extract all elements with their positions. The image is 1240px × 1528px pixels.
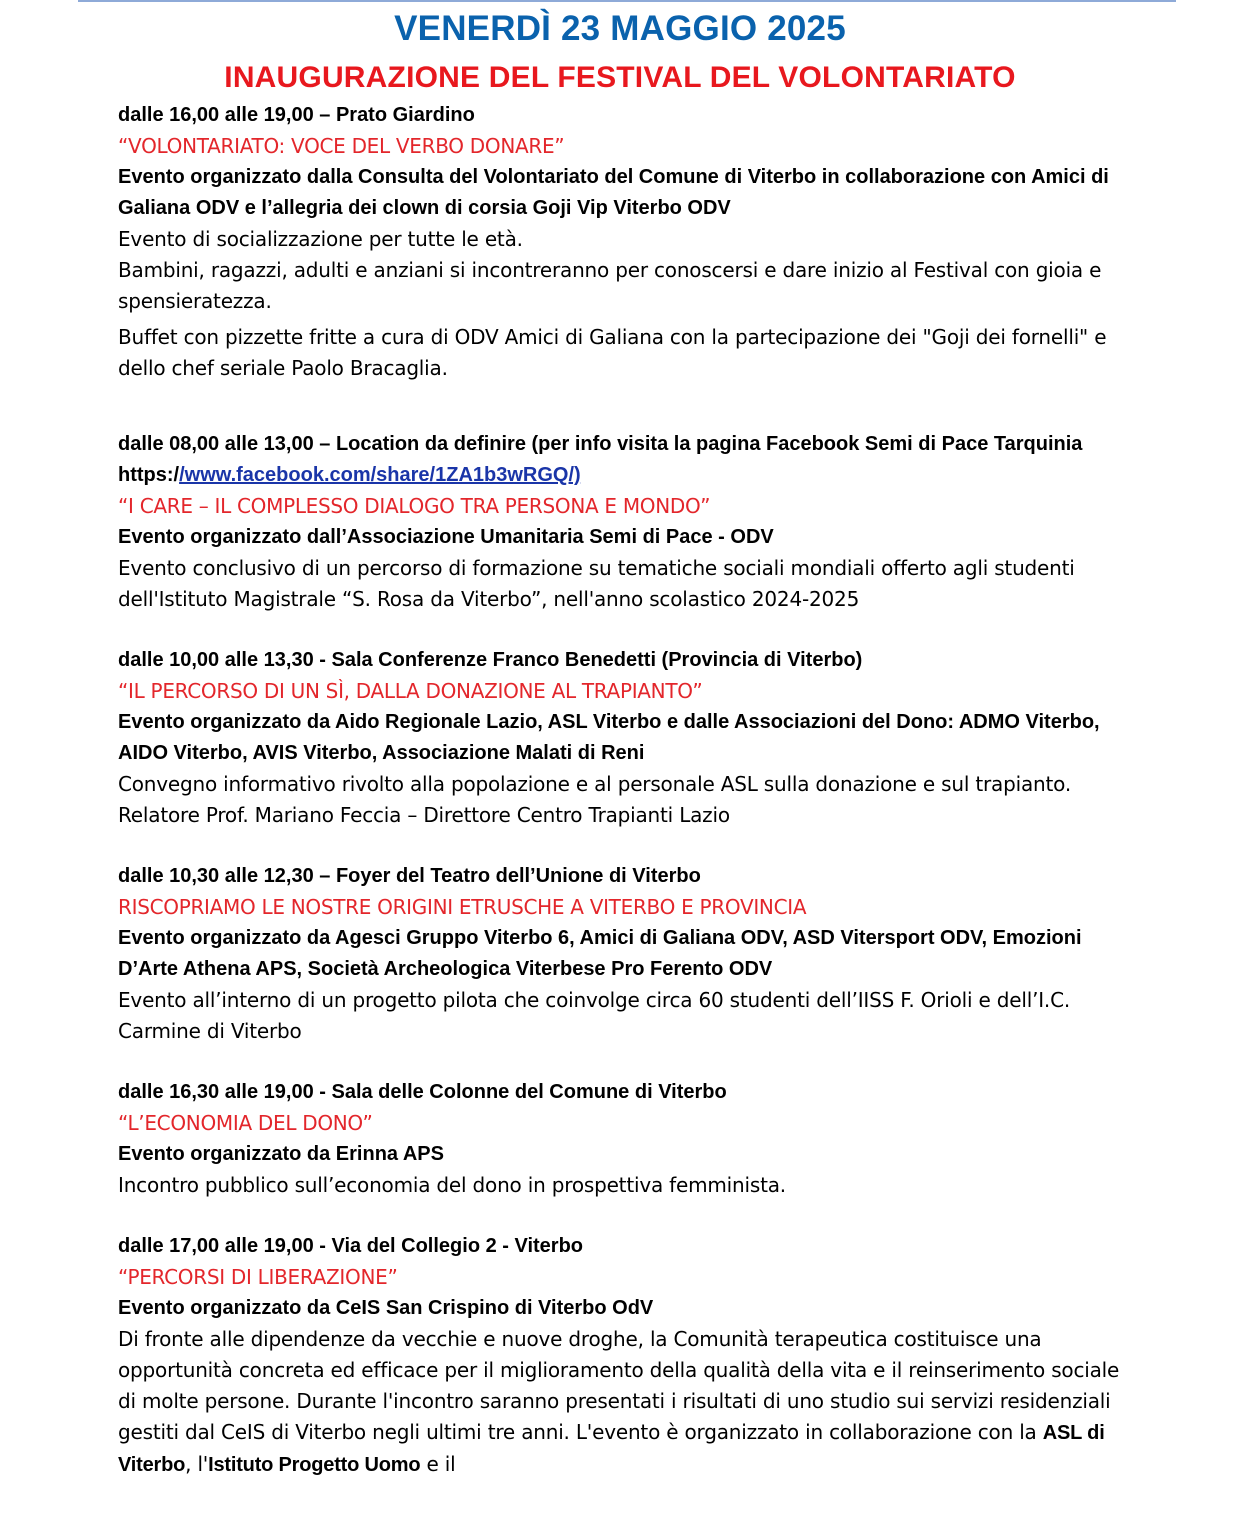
event-title: “IL PERCORSO DI UN SÌ, DALLA DONAZIONE AL TRAPIANTO” bbox=[118, 679, 703, 703]
event-title: “L’ECONOMIA DEL DONO” bbox=[118, 1111, 373, 1135]
event-2 bbox=[118, 429, 1128, 615]
event-title: RISCOPRIAMO LE NOSTRE ORIGINI ETRUSCHE A VITERBO E PROVINCIA bbox=[118, 895, 807, 919]
page-headline: INAUGURAZIONE DEL FESTIVAL DEL VOLONTARIATO bbox=[224, 61, 1016, 94]
event-organizer: Evento organizzato da Erinna APS bbox=[118, 1143, 444, 1165]
event-description: Incontro pubblico sull’economia del dono in prospettiva femminista. bbox=[118, 1173, 786, 1197]
event-time: dalle 16,30 alle 19,00 - Sala delle Colonne del Comune di Viterbo bbox=[118, 1081, 727, 1103]
event-organizer: Evento organizzato da Aido Regionale Lazio, ASL Viterbo e dalle Associazioni del Dono: ADMO Viterbo, AIDO Viterbo, AVIS Viterbo, Associazione Malati di Reni bbox=[118, 711, 1100, 764]
event-description: Bambini, ragazzi, adulti e anziani si incontreranno per conoscersi e dare inizio al Festival con gioia e spensieratezza. bbox=[118, 258, 1102, 313]
event-organizer: Evento organizzato da CeIS San Crispino di Viterbo OdV bbox=[118, 1297, 654, 1319]
event-list bbox=[118, 100, 1128, 1511]
page-date: VENERDÌ 23 MAGGIO 2025 bbox=[394, 9, 846, 48]
event-4 bbox=[118, 861, 1128, 1047]
event-time: dalle 16,00 alle 19,00 – Prato Giardino bbox=[118, 104, 475, 126]
event-description: Evento conclusivo di un percorso di formazione su tematiche sociali mondiali offerto agli studenti dell'Istituto Magistrale “S. Rosa da Viterbo”, nell'anno scolastico 2024-2025 bbox=[118, 556, 1075, 611]
event-time-text: dalle 08,00 alle 13,00 – Location da definire (per info visita la pagina Facebook Semi di Pace Tarquinia https:/ bbox=[118, 433, 1083, 486]
event-title: “PERCORSI DI LIBERAZIONE” bbox=[118, 1265, 398, 1289]
top-rule bbox=[78, 0, 1176, 2]
event-description: Buffet con pizzette fritte a cura di ODV Amici di Galiana con la partecipazione dei "Goji dei fornelli" e dello chef seriale Paolo Bracaglia. bbox=[118, 325, 1107, 380]
event-5 bbox=[118, 1077, 1128, 1201]
event-description: Convegno informativo rivolto alla popolazione e al personale ASL sulla donazione e sul trapianto. Relatore Prof. Mariano Feccia – Direttore Centro Trapianti Lazio bbox=[118, 772, 1071, 827]
event-organizer: Evento organizzato da Agesci Gruppo Viterbo 6, Amici di Galiana ODV, ASD Vitersport ODV, Emozioni D’Arte Athena APS, Società Archeologica Viterbese Pro Ferento ODV bbox=[118, 927, 1082, 980]
event-time: dalle 17,00 alle 19,00 - Via del Collegio 2 - Viterbo bbox=[118, 1235, 584, 1257]
event-description: Evento di socializzazione per tutte le età. bbox=[118, 227, 523, 251]
event-1 bbox=[118, 100, 1128, 384]
event-description: Di fronte alle dipendenze da vecchie e nuove droghe, la Comunità terapeutica costituisce una opportunità concreta ed efficace per il miglioramento della qualità della vita e il reinserimento sociale di molte persone. Durante l'incontro saranno presentati i risultati di uno studio sui servizi residenziali gestiti dal CeIS di Viterbo negli ultimi tre anni. L'evento è organizzato in collaborazione con la ASL di Viterbo, l'Istituto Progetto Uomo e il bbox=[118, 1327, 1120, 1476]
event-organizer: Evento organizzato dalla Consulta del Volontariato del Comune di Viterbo in collaborazione con Amici di Galiana ODV e l’allegria dei clown di corsia Goji Vip Viterbo ODV bbox=[118, 166, 1109, 219]
event-time: dalle 10,30 alle 12,30 – Foyer del Teatro dell’Unione di Viterbo bbox=[118, 865, 701, 887]
event-organizer: Evento organizzato dall’Associazione Umanitaria Semi di Pace - ODV bbox=[118, 526, 774, 548]
event-3 bbox=[118, 645, 1128, 831]
event-title: “I CARE – IL COMPLESSO DIALOGO TRA PERSONA E MONDO” bbox=[118, 494, 711, 518]
event-description: Evento all’interno di un progetto pilota che coinvolge circa 60 studenti dell’IISS F. Orioli e dell’I.C. Carmine di Viterbo bbox=[118, 988, 1071, 1043]
event-time: dalle 10,00 alle 13,30 - Sala Conferenze Franco Benedetti (Provincia di Viterbo) bbox=[118, 649, 863, 671]
event-6 bbox=[118, 1231, 1128, 1481]
event-title: “VOLONTARIATO: VOCE DEL VERBO DONARE” bbox=[118, 134, 565, 158]
facebook-link[interactable]: /www.facebook.com/share/1ZA1b3wRGQ/) bbox=[179, 464, 581, 486]
event-time bbox=[118, 429, 1128, 491]
